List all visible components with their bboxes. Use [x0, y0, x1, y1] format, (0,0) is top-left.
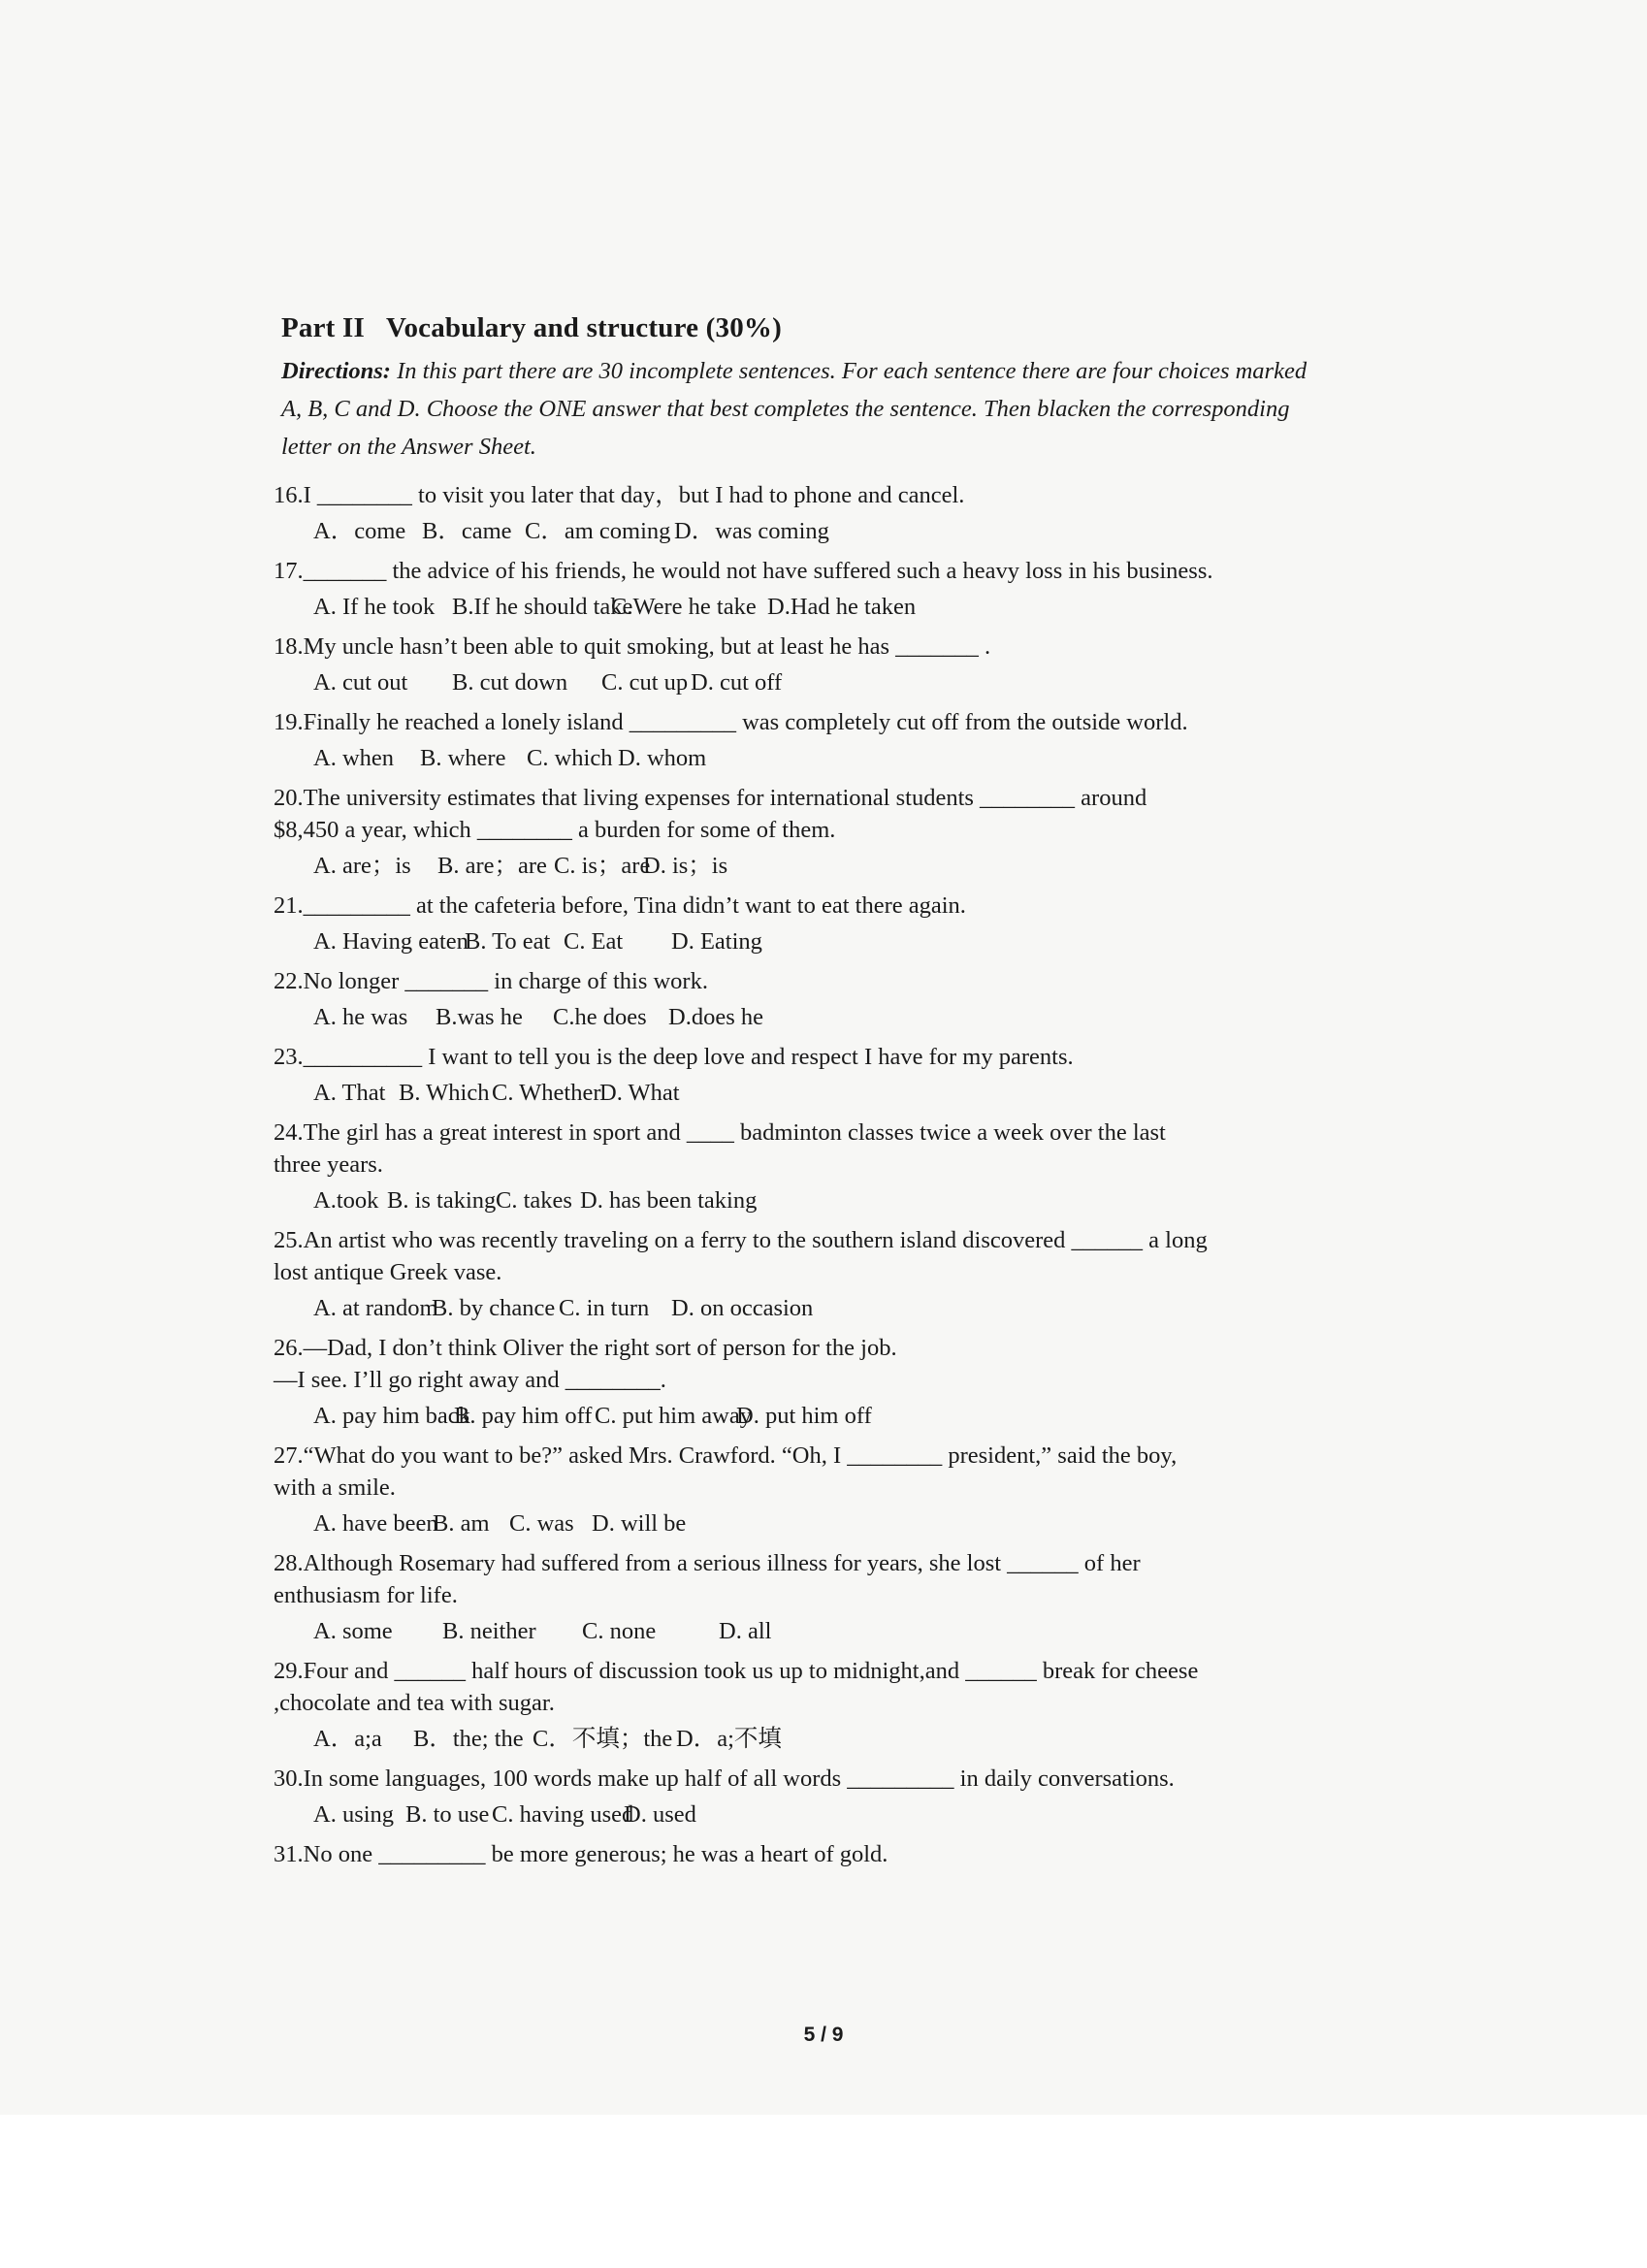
answer-options: [313, 925, 1327, 957]
question-stem: 25.An artist who was recently traveling on a ferry to the southern island discovered ______ a long: [274, 1227, 1208, 1253]
option-d[interactable]: D. put him off: [736, 1403, 872, 1429]
question-stem-continued: lost antique Greek vase.: [274, 1259, 502, 1285]
question-stem: 29.Four and ______ half hours of discussion took us up to midnight,and ______ break for cheese: [274, 1658, 1199, 1684]
answer-options: [313, 1400, 1327, 1432]
option-a[interactable]: A. If he took: [313, 594, 436, 620]
option-d[interactable]: D. used: [624, 1801, 696, 1828]
question-stem: 26.—Dad, I don’t think Oliver the right sort of person for the job.: [274, 1335, 897, 1361]
option-b[interactable]: B. are；are: [437, 853, 547, 879]
question-stem: 18.My uncle hasn’t been able to quit smoking, but at least he has _______ .: [274, 633, 991, 660]
option-c[interactable]: C. was: [509, 1510, 574, 1537]
option-a[interactable]: A. are；is: [313, 853, 411, 879]
answer-options: [313, 1077, 1327, 1109]
option-a[interactable]: A. at random: [313, 1295, 438, 1321]
option-a[interactable]: A. have been: [313, 1510, 438, 1537]
option-d[interactable]: D. What: [599, 1080, 680, 1106]
question-stem-continued: $8,450 a year, which ________ a burden for some of them.: [274, 817, 836, 843]
question-stem-continued: enthusiasm for life.: [274, 1582, 458, 1608]
option-b[interactable]: B. pay him off: [454, 1403, 593, 1429]
option-d[interactable]: D.Had he taken: [767, 594, 917, 620]
question-stem: 16.I ________ to visit you later that day，but I had to phone and cancel.: [274, 482, 965, 508]
option-a[interactable]: A.took: [313, 1187, 379, 1214]
question-22: [260, 965, 1327, 1033]
option-b[interactable]: B. cut down: [452, 669, 568, 696]
answer-options: [313, 850, 1327, 882]
option-c[interactable]: C. Whether: [492, 1080, 601, 1106]
question-stem: 17._______ the advice of his friends, he would not have suffered such a heavy loss in his business.: [274, 558, 1213, 584]
option-c[interactable]: C. having used: [492, 1801, 634, 1828]
option-c[interactable]: C．am coming: [525, 518, 671, 544]
option-d[interactable]: D. cut off: [691, 669, 783, 696]
option-b[interactable]: B. is taking: [387, 1187, 497, 1214]
option-b[interactable]: B. am: [433, 1510, 490, 1537]
option-d[interactable]: D. has been taking: [580, 1187, 758, 1214]
question-31: [260, 1838, 1327, 1870]
question-17: [260, 555, 1327, 623]
option-b[interactable]: B．the; the: [413, 1726, 524, 1752]
question-24: [260, 1117, 1327, 1216]
option-c[interactable]: C.he does: [553, 1004, 647, 1030]
option-c[interactable]: C. none: [582, 1618, 657, 1644]
question-stem: 27.“What do you want to be?” asked Mrs. Crawford. “Oh, I ________ president,” said the boy,: [274, 1442, 1178, 1469]
option-b[interactable]: B.was he: [436, 1004, 523, 1030]
option-b[interactable]: B. Which: [399, 1080, 490, 1106]
option-b[interactable]: B. by chance: [432, 1295, 556, 1321]
option-c[interactable]: C．不填；the: [533, 1726, 673, 1752]
option-c[interactable]: C. in turn: [559, 1295, 650, 1321]
section-title: [281, 312, 1327, 344]
option-d[interactable]: D.does he: [668, 1004, 763, 1030]
option-b[interactable]: B.If he should take: [452, 594, 633, 620]
section-heading: Vocabulary and structure (30%): [385, 312, 782, 343]
option-b[interactable]: B．came: [422, 518, 512, 544]
option-a[interactable]: A. Having eaten: [313, 928, 468, 955]
option-b[interactable]: B. to use: [405, 1801, 490, 1828]
option-a[interactable]: A．come: [313, 518, 406, 544]
answer-options: [313, 515, 1327, 547]
answer-options: [313, 666, 1327, 698]
answer-options: [313, 1507, 1327, 1539]
answer-options: [313, 591, 1327, 623]
question-stem: 20.The university estimates that living expenses for international students ________ around: [274, 785, 1147, 811]
question-stem: 19.Finally he reached a lonely island _________ was completely cut off from the outside world.: [274, 709, 1188, 735]
answer-options: [313, 1001, 1327, 1033]
question-25: [260, 1224, 1327, 1324]
directions-label: Directions:: [281, 358, 391, 384]
option-a[interactable]: A. pay him back: [313, 1403, 470, 1429]
question-27: [260, 1440, 1327, 1539]
option-d[interactable]: D. Eating: [671, 928, 762, 955]
option-a[interactable]: A. when: [313, 745, 395, 771]
option-b[interactable]: B. neither: [442, 1618, 536, 1644]
answer-options: [313, 1615, 1327, 1647]
option-c[interactable]: C. is；are: [554, 853, 651, 879]
question-29: [260, 1655, 1327, 1755]
option-d[interactable]: D. on occasion: [671, 1295, 814, 1321]
option-b[interactable]: B. where: [420, 745, 506, 771]
question-stem: 24.The girl has a great interest in sport and ____ badminton classes twice a week over the last: [274, 1119, 1166, 1146]
question-stem: 31.No one _________ be more generous; he was a heart of gold.: [274, 1841, 888, 1867]
question-19: [260, 706, 1327, 774]
question-stem: 28.Although Rosemary had suffered from a serious illness for years, she lost ______ of her: [274, 1550, 1141, 1576]
answer-options: [313, 742, 1327, 774]
question-20: [260, 782, 1327, 882]
option-a[interactable]: A. using: [313, 1801, 395, 1828]
option-d[interactable]: D. is；is: [643, 853, 728, 879]
option-a[interactable]: A. some: [313, 1618, 393, 1644]
option-a[interactable]: A. he was: [313, 1004, 408, 1030]
option-c[interactable]: C. takes: [496, 1187, 572, 1214]
question-stem-continued: —I see. I’ll go right away and ________.: [274, 1367, 666, 1393]
answer-options: [313, 1723, 1327, 1755]
option-d[interactable]: D．was coming: [674, 518, 829, 544]
question-list: [260, 479, 1327, 1870]
question-stem: 22.No longer _______ in charge of this work.: [274, 968, 708, 994]
answer-options: [313, 1798, 1327, 1831]
option-c[interactable]: C.Were he take: [611, 594, 757, 620]
question-28: [260, 1547, 1327, 1647]
option-d[interactable]: D. whom: [618, 745, 707, 771]
option-c[interactable]: C. cut up: [601, 669, 689, 696]
option-a[interactable]: A．a;a: [313, 1726, 382, 1752]
exam-content: [260, 312, 1327, 1870]
page-number: 5 / 9: [803, 2024, 844, 2046]
question-stem-continued: three years.: [274, 1151, 383, 1178]
question-stem: 30.In some languages, 100 words make up half of all words _________ in daily conversations.: [274, 1766, 1175, 1792]
option-c[interactable]: C. put him away: [595, 1403, 752, 1429]
answer-options: [313, 1184, 1327, 1216]
question-30: [260, 1763, 1327, 1831]
option-c[interactable]: C. which: [527, 745, 613, 771]
question-stem: 23.__________ I want to tell you is the deep love and respect I have for my parents.: [274, 1044, 1074, 1070]
question-18: [260, 631, 1327, 698]
question-23: [260, 1041, 1327, 1109]
directions: [281, 352, 1327, 466]
option-c[interactable]: C. Eat: [564, 928, 624, 955]
option-d[interactable]: D. will be: [592, 1510, 687, 1537]
section-part: Part II: [281, 312, 365, 343]
option-a[interactable]: A. cut out: [313, 669, 408, 696]
answer-options: [313, 1292, 1327, 1324]
option-d[interactable]: D．a;不填: [676, 1726, 782, 1752]
question-21: [260, 890, 1327, 957]
directions-text: In this part there are 30 incomplete sentences. For each sentence there are four choices marked A, B, C and D. Choose the ONE answer that best completes the sentence. Then blacken the corresponding letter on the Answer Sheet.: [281, 358, 1308, 460]
option-d[interactable]: D. all: [719, 1618, 772, 1644]
question-16: [260, 479, 1327, 547]
option-b[interactable]: B. To eat: [465, 928, 551, 955]
option-a[interactable]: A. That: [313, 1080, 386, 1106]
question-stem-continued: ,chocolate and tea with sugar.: [274, 1690, 555, 1716]
question-stem-continued: with a smile.: [274, 1474, 396, 1501]
question-26: [260, 1332, 1327, 1432]
question-stem: 21._________ at the cafeteria before, Tina didn’t want to eat there again.: [274, 892, 966, 919]
